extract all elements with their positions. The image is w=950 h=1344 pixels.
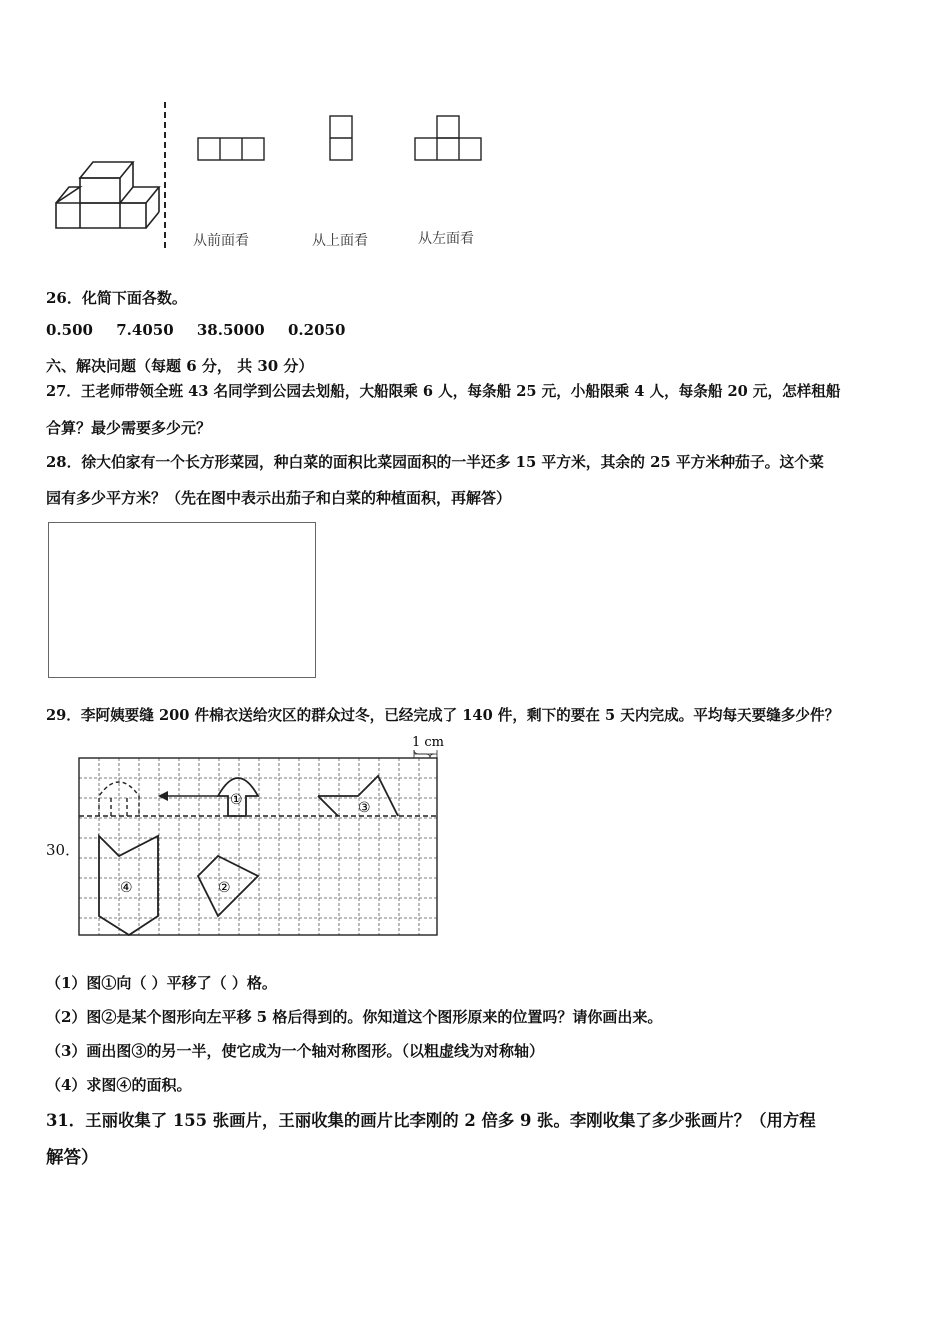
left-view-label: 从左面看 [418, 231, 474, 247]
front-view [196, 134, 268, 164]
q28-line1: 28．徐大伯家有一个长方形菜园，种白菜的面积比菜园面积的一半还多 15 平方米，其余的 25 平方米种茄子。这个菜 [46, 454, 824, 471]
cube-figure [50, 100, 170, 250]
q31-line1: 31．王丽收集了 155 张画片，王丽收集的画片比李刚的 2 倍多 9 张。李刚收集了多少张画片？（用方程 [46, 1111, 816, 1130]
q26-number: 0.2050 [287, 321, 346, 339]
section-title: 六、解决问题（每题 6 分， 共 30 分） [46, 357, 314, 375]
translation-grid [70, 728, 450, 942]
scale-label: 1 cm [412, 735, 445, 750]
q28-line2: 园有多少平方米？（先在图中表示出茄子和白菜的种植面积，再解答） [46, 489, 512, 507]
q27-line1: 27．王老师带领全班 43 名同学到公园去划船，大船限乘 6 人，每条船 25 元，小船限乘 4 人，每条船 20 元，怎样租船 [46, 383, 841, 400]
left-view [412, 112, 484, 164]
top-view [326, 112, 356, 164]
garden-rectangle [48, 522, 316, 678]
shape-label: ① [230, 792, 243, 808]
front-view-label: 从前面看 [193, 233, 249, 249]
shape-label: ② [218, 880, 231, 896]
q26-numbers [46, 321, 345, 339]
q30-sub2: （2）图②是某个图形向左平移 5 格后得到的。你知道这个图形原来的位置吗？请你画出来。 [46, 1008, 663, 1026]
q26-prompt: 26．化简下面各数。 [46, 289, 187, 307]
top-view-label: 从上面看 [312, 233, 368, 249]
q26-number: 7.4050 [116, 321, 174, 339]
q30-sub3: （3）画出图③的另一半，使它成为一个轴对称图形。（以粗虚线为对称轴） [46, 1042, 544, 1060]
q26-number: 0.500 [46, 321, 93, 339]
shape-label: ③ [358, 800, 371, 816]
q27-line2: 合算？最少需要多少元？ [46, 419, 212, 437]
q30-sub4: （4）求图④的面积。 [46, 1076, 192, 1094]
shape-label: ④ [120, 880, 133, 896]
q26-number: 38.5000 [196, 321, 265, 339]
q30-number: 30． [46, 841, 81, 859]
q29-text: 29．李阿姨要缝 200 件棉衣送给灾区的群众过冬，已经完成了 140 件，剩下的要在 5 天内完成。平均每天要缝多少件？ [46, 707, 840, 724]
q30-sub1: （1）图①向（ ）平移了（ ）格。 [46, 974, 277, 992]
dashed-separator [160, 100, 170, 250]
q31-line2: 解答） [46, 1148, 99, 1168]
